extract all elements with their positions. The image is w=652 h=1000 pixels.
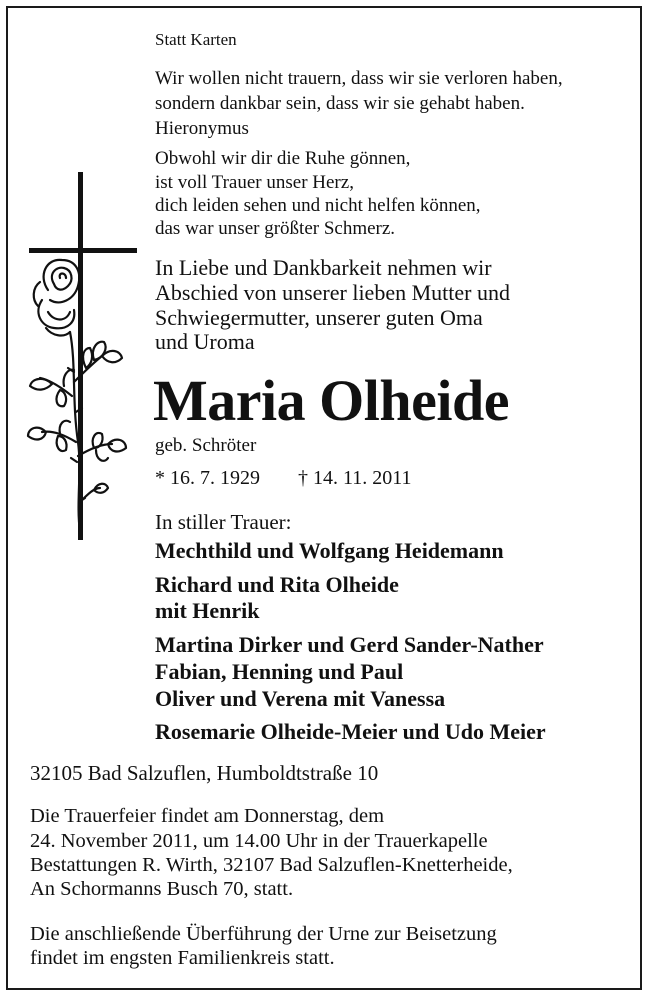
mourner-line: Fabian, Henning und Paul bbox=[155, 659, 404, 684]
quote-line: Wir wollen nicht trauern, dass wir sie verloren haben, bbox=[155, 68, 563, 89]
mourner-line: mit Henrik bbox=[155, 598, 260, 623]
burial-line: Die anschließende Überführung der Urne zur Beisetzung bbox=[30, 923, 497, 945]
life-dates bbox=[155, 466, 412, 490]
mourner-line: Mechthild und Wolfgang Heidemann bbox=[155, 538, 504, 563]
mourner-line: Martina Dirker und Gerd Sander-Nather bbox=[155, 632, 544, 657]
mourners-title: In stiller Trauer: bbox=[155, 510, 292, 534]
burial-line: findet im engsten Familienkreis statt. bbox=[30, 947, 335, 969]
mourner-line: Rosemarie Olheide-Meier und Udo Meier bbox=[155, 719, 546, 744]
ceremony-line: Bestattungen R. Wirth, 32107 Bad Salzuflen-Knetterheide, bbox=[30, 854, 513, 876]
intro-line: In Liebe und Dankbarkeit nehmen wir bbox=[155, 255, 492, 280]
address: 32105 Bad Salzuflen, Humboldtstraße 10 bbox=[30, 761, 379, 785]
cross-with-rose-icon bbox=[24, 172, 144, 547]
deceased-name: Maria Olheide bbox=[153, 368, 509, 433]
death-date: † 14. 11. 2011 bbox=[298, 467, 412, 489]
intro-line: und Uroma bbox=[155, 329, 255, 354]
maiden-name: geb. Schröter bbox=[155, 435, 257, 456]
birth-date: * 16. 7. 1929 bbox=[155, 467, 260, 489]
statt-karten-label: Statt Karten bbox=[155, 30, 237, 49]
ceremony-line: 24. November 2011, um 14.00 Uhr in der Trauerkapelle bbox=[30, 830, 488, 852]
intro-line: Abschied von unserer lieben Mutter und bbox=[155, 280, 510, 305]
mourner-line: Richard und Rita Olheide bbox=[155, 572, 399, 597]
quote-line: sondern dankbar sein, dass wir sie gehabt haben. bbox=[155, 93, 525, 114]
poem-line: Obwohl wir dir die Ruhe gönnen, bbox=[155, 148, 411, 169]
quote-author: Hieronymus bbox=[155, 118, 249, 139]
poem-line: dich leiden sehen und nicht helfen können, bbox=[155, 195, 481, 216]
ceremony-line: Die Trauerfeier findet am Donnerstag, dem bbox=[30, 805, 385, 827]
mourner-line: Oliver und Verena mit Vanessa bbox=[155, 686, 446, 711]
ceremony-line: An Schormanns Busch 70, statt. bbox=[30, 878, 294, 900]
intro-line: Schwiegermutter, unserer guten Oma bbox=[155, 305, 483, 330]
poem-line: das war unser größter Schmerz. bbox=[155, 218, 396, 239]
poem-line: ist voll Trauer unser Herz, bbox=[155, 172, 354, 193]
